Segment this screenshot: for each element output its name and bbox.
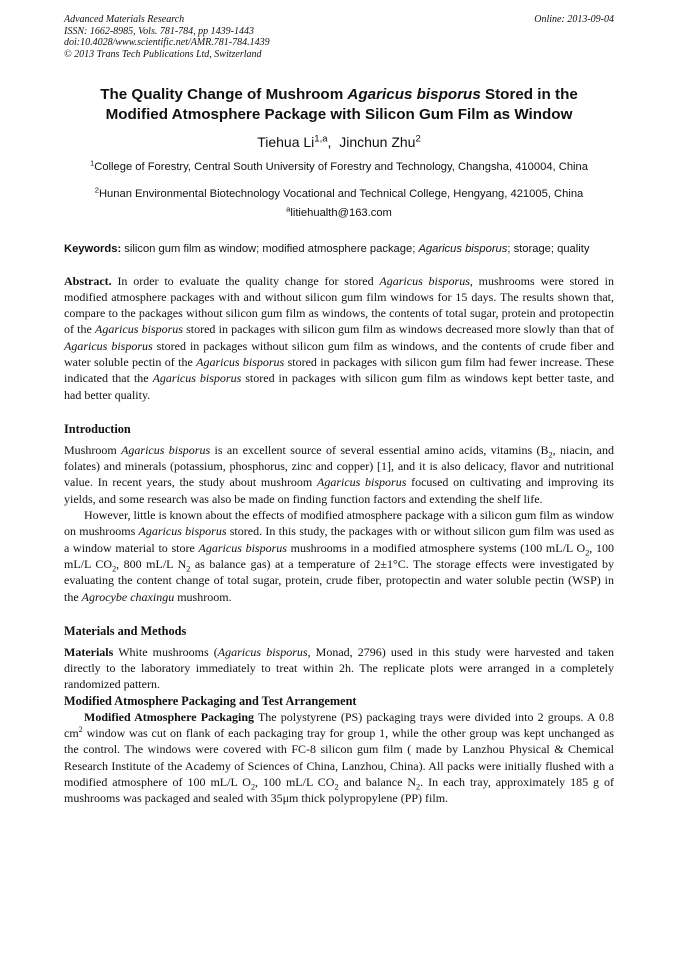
title-species: Agaricus bisporus [347,86,481,103]
materials-label: Materials [64,644,114,659]
introduction-heading: Introduction [64,421,131,436]
journal-name: Advanced Materials Research [64,14,185,25]
author-2: Jinchun Zhu [339,134,416,150]
title-line-2: Modified Atmosphere Package with Silicon Gum Film as Window [105,106,573,123]
abstract-label: Abstract. [64,273,112,288]
author-list: Tiehua Li$^{1,a}$, Jinchun Zhu$^2$ [257,133,421,150]
methods-heading: Materials and Methods [64,623,187,638]
journal-header [64,14,614,60]
online-date: Online: 2013-09-04 [534,14,614,25]
keywords: Keywords: silicon gum film as window; modified atmosphere package; Agaricus bisporus; storage; quality [64,243,590,255]
doi-line: doi:10.4028/www.scientific.net/AMR.781-784.1439 [64,37,270,48]
issn-line: ISSN: 1662-8985, Vols. 781-784, pp 1439-1443 [64,25,254,37]
materials-paragraph: Materials White mushrooms (Agaricus bisporus, Monad, 2796) used in this study were harvested and taken directly to the laboratory immediately to treat within 2h. The replicate plots were arranged in a completely randomized pattern. [64,644,614,692]
keywords-label: Keywords: [64,243,122,255]
author-email: $^a$litiehualth@163.com [286,204,392,219]
affiliation-1: $^1$College of Forestry, Central South University of Forestry and Technology, Changsha, 410004, China [90,158,588,173]
packaging-paragraph: Modified Atmosphere Packaging The polystyrene (PS) packaging trays were divided into 2 groups. A 0.8 $cm^2$ window was cut on flank of each packaging tray for group 1, while the other group was kept unchanged as the control. The windows were covered with FC-8 silicon gum film ( made by Lanzhou Physical & Chemical Research Institute of the Academy of Sciences of China, Lanzhou, China). All packs were initially flushed with a modified atmosphere of 100 mL/L $O_2$, 100 mL/L $CO_2$ and balance $N_2$. In each tray, approximately 185 g of mushrooms was packaged and sealed with 35μm thick polypropylene (PP) film. [64,709,615,806]
affiliation-2: $^2$Hunan Environmental Biotechnology Vocational and Technical College, Hengyang, 421005, China [94,185,584,200]
email-address: litiehualth@163.com [290,207,392,219]
introduction-paragraph-2: However, little is known about the effects of modified atmosphere package with a silicon gum film as window on mushrooms Agaricus bisporus stored. In this study, the packages with or without silicon gum film was used as a window material to store Agaricus bisporus mushrooms in a modified atmosphere systems (100 mL/L $O_2$, 100 mL/L $CO_2$, 800 mL/L $N_2$ as balance gas) at a temperature of 2±1°C. The storage effects were investigated by evaluating the content change of total sugar, protein, crude fiber, protopectin and water soluble pectin (WSP) in the Agrocybe chaxingu mushroom. [64,508,614,604]
paper-page [64,14,614,807]
packaging-label: Modified Atmosphere Packaging [84,709,255,724]
abstract: Abstract. In order to evaluate the quality change for stored Agaricus bisporus, mushrooms were stored in modified atmosphere packages with and without silicon gum film windows for 15 days. The results shown that, compare to the packages without silicon gum film as windows, the contents of total sugar, protein and protopectin of the Agaricus bisporus stored in packages with silicon gum film as windows decreased more slowly than that of Agaricus bisporus stored in packages without silicon gum film as windows, and the contents of crude fiber and water soluble pectin of the Agaricus bisporus stored in packages with silicon gum film had fewer increase. These indicated that the Agaricus bisporus stored in packages with silicon gum film as windows kept better taste, and had better quality. [64,273,614,402]
author-1: Tiehua Li [257,134,315,150]
packaging-subheading: Modified Atmosphere Packaging and Test Arrangement [64,693,357,708]
journal-info [64,14,270,60]
copyright-line: © 2013 Trans Tech Publications Ltd, Switzerland [64,48,262,60]
paper-title [64,85,614,125]
title-line-1: The Quality Change of Mushroom Agaricus bisporus Stored in the [100,86,578,103]
introduction-paragraph-1: Mushroom Agaricus bisporus is an excellent source of several essential amino acids, vitamins ($B_2$, niacin, and folates) and minerals (potassium, phosphorus, zinc and copper) [1], and it is also delicacy, flavor and nutritional value. In recent years, the study about mushroom Agaricus bisporus focused on cultivating and improving its yields, and some research was also be made on finding function factors and extending the shelf life. [64,442,615,506]
